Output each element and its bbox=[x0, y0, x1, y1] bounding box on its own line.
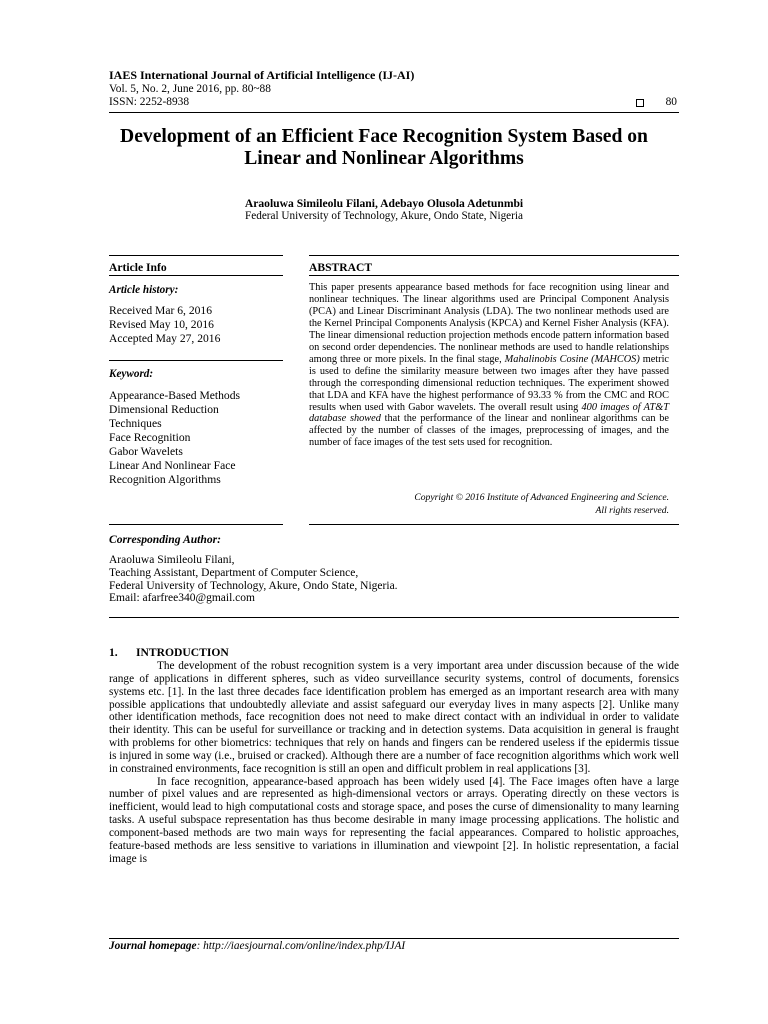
corresponding-author-heading: Corresponding Author: bbox=[109, 533, 222, 546]
keyword-item: Linear And Nonlinear Face bbox=[109, 459, 236, 472]
accepted-date: Accepted May 27, 2016 bbox=[109, 332, 221, 345]
keyword-item: Face Recognition bbox=[109, 431, 191, 444]
abstract-part-1: This paper presents appearance based methods for face recognition using linear and nonlinear techniques. The linear algorithms used are Principal Component Analysis (PCA) and Linear Discriminant Analysis (LDA). The two nonlinear methods used are the Kernel Principal Components Analysis (KPCA) and Kernel Fisher Analysis (KFA). The linear dimensional reduction projection methods encode pattern information based on second order dependencies. The nonlinear methods are used to handle relationships among three or more pixels. In the final stage, bbox=[309, 282, 669, 365]
author-email: Email: afarfree340@gmail.com bbox=[109, 592, 255, 605]
journal-volume: Vol. 5, No. 2, June 2016, pp. 80~88 bbox=[109, 82, 271, 95]
abstract-part-2: metric is used to define the similarity measure between two images after they have passed through the corresponding dimensional reduction techniques. The experiment showed that LDA and KFA have the highest performance of 93.33 % from the CMC and ROC results when used with Gabor wavelets. The overall result using bbox=[309, 353, 669, 413]
article-history bbox=[109, 304, 220, 346]
article-history-heading: Article history: bbox=[109, 284, 179, 296]
authors: Araoluwa Simileolu Filani, Adebayo Olusola Adetunmbi bbox=[244, 197, 524, 210]
author-name: Araoluwa Simileolu Filani, bbox=[109, 554, 235, 566]
info-heading-rule-left bbox=[109, 275, 283, 276]
title-line-2: Linear and Nonlinear Algorithms bbox=[244, 148, 524, 169]
homepage-url[interactable]: : http://iaesjournal.com/online/index.php/IJAI bbox=[196, 940, 406, 952]
title-line-1: Development of an Efficient Face Recognition System Based on bbox=[120, 126, 648, 147]
affiliation: Federal University of Technology, Akure, Ondo State, Nigeria bbox=[245, 210, 523, 222]
article-info-heading: Article Info bbox=[109, 261, 167, 274]
running-header bbox=[109, 69, 679, 110]
journal-issn: ISSN: 2252-8938 bbox=[109, 96, 190, 108]
section-title: INTRODUCTION bbox=[136, 646, 229, 659]
abstract-italic-2: 400 images of AT&T database showed bbox=[309, 401, 669, 425]
author-institution: Federal University of Technology, Akure, Ondo State, Nigeria. bbox=[109, 579, 398, 592]
header-right bbox=[636, 96, 679, 110]
paragraph: In face recognition, appearance-based approach has been widely used [4]. The Face images often have a large number of pixel values and are represented as high-dimensional vectors or arrays. Operating directly on these vectors is inefficient, would lead to high computational costs and storage space, and poses the curse of dimensionality to many learning tasks. A useful subspace representation has thus become desirable in many image processing applications. The holistic and component-based methods are two main ways for representing the facial appearances. Compared to holistic approaches, feature-based methods are less sensitive to variations in illumination and viewpoint [2]. In holistic representation, a facial image is bbox=[109, 775, 679, 865]
corresponding-bottom-rule bbox=[109, 617, 679, 618]
keyword-item: Dimensional Reduction bbox=[109, 403, 219, 416]
keyword-heading: Keyword: bbox=[109, 368, 154, 380]
introduction-body bbox=[109, 660, 679, 866]
info-bottom-rule-left bbox=[109, 524, 283, 525]
author-position: Teaching Assistant, Department of Computer Science, bbox=[109, 566, 359, 579]
square-icon bbox=[636, 99, 644, 107]
paragraph: The development of the robust recognition system is a very important area under discussion because of the wide range of applications in different spheres, such as video surveillance security systems, control of documents, forensics systems etc. [1]. In the last three decades face identification problem has emerged as an important research area with many possible applications that undoubtedly alleviate and assist safeguard our everyday lives in many aspects [2]. Unlike many other identification methods, face recognition does not need to make direct contact with an individual in order to validate their identity. This can be useful for surveillance or tracking and in detection systems. Data acquisition in general is fraught with problems for other biometrics: techniques that rely on hands and fingers can be rendered useless if the epidermis tissue is injured in some way (i.e., bruised or cracked). Although there are a number of face recognition algorithms which work well in constrained environments, face recognition is still an open and difficult problem in real applications [3]. bbox=[109, 660, 679, 775]
revised-date: Revised May 10, 2016 bbox=[109, 318, 214, 331]
page-number: 80 bbox=[665, 96, 677, 108]
keyword-item: Techniques bbox=[109, 417, 162, 430]
section-number: 1. bbox=[109, 646, 118, 659]
keyword-list bbox=[109, 389, 240, 487]
copyright-line-2: All rights reserved. bbox=[595, 505, 669, 516]
header-rule bbox=[109, 112, 679, 113]
journal-homepage bbox=[109, 940, 405, 952]
journal-name: IAES International Journal of Artificial Intelligence (IJ-AI) bbox=[109, 68, 415, 82]
info-top-rule-right bbox=[309, 255, 679, 256]
received-date: Received Mar 6, 2016 bbox=[109, 304, 213, 317]
footer-rule bbox=[109, 938, 679, 939]
abstract-heading: ABSTRACT bbox=[309, 261, 373, 274]
info-top-rule-left bbox=[109, 255, 283, 256]
abstract-part-3: that the performance of the linear and nonlinear algorithms can be affected by the number of classes of the images, preprocessing of images, and the number of face images of the test sets used for recognition. bbox=[309, 413, 669, 449]
section-heading-introduction bbox=[109, 646, 229, 659]
keyword-item: Appearance-Based Methods bbox=[109, 389, 241, 402]
header-issn-row bbox=[109, 96, 679, 110]
keyword-item: Gabor Wavelets bbox=[109, 445, 183, 458]
info-bottom-rule-right bbox=[309, 524, 679, 525]
abstract-italic-1: Mahalinobis Cosine (MAHCOS) bbox=[504, 353, 640, 365]
homepage-label: Journal homepage bbox=[109, 940, 197, 952]
info-heading-rule-right bbox=[309, 275, 679, 276]
corresponding-author-block bbox=[109, 554, 679, 605]
copyright-line-1: Copyright © 2016 Institute of Advanced Engineering and Science. bbox=[414, 492, 669, 503]
history-keyword-rule bbox=[109, 360, 283, 361]
abstract-text bbox=[309, 282, 669, 449]
copyright-notice bbox=[309, 491, 669, 517]
keyword-item: Recognition Algorithms bbox=[109, 473, 221, 486]
paper-title bbox=[90, 126, 678, 170]
